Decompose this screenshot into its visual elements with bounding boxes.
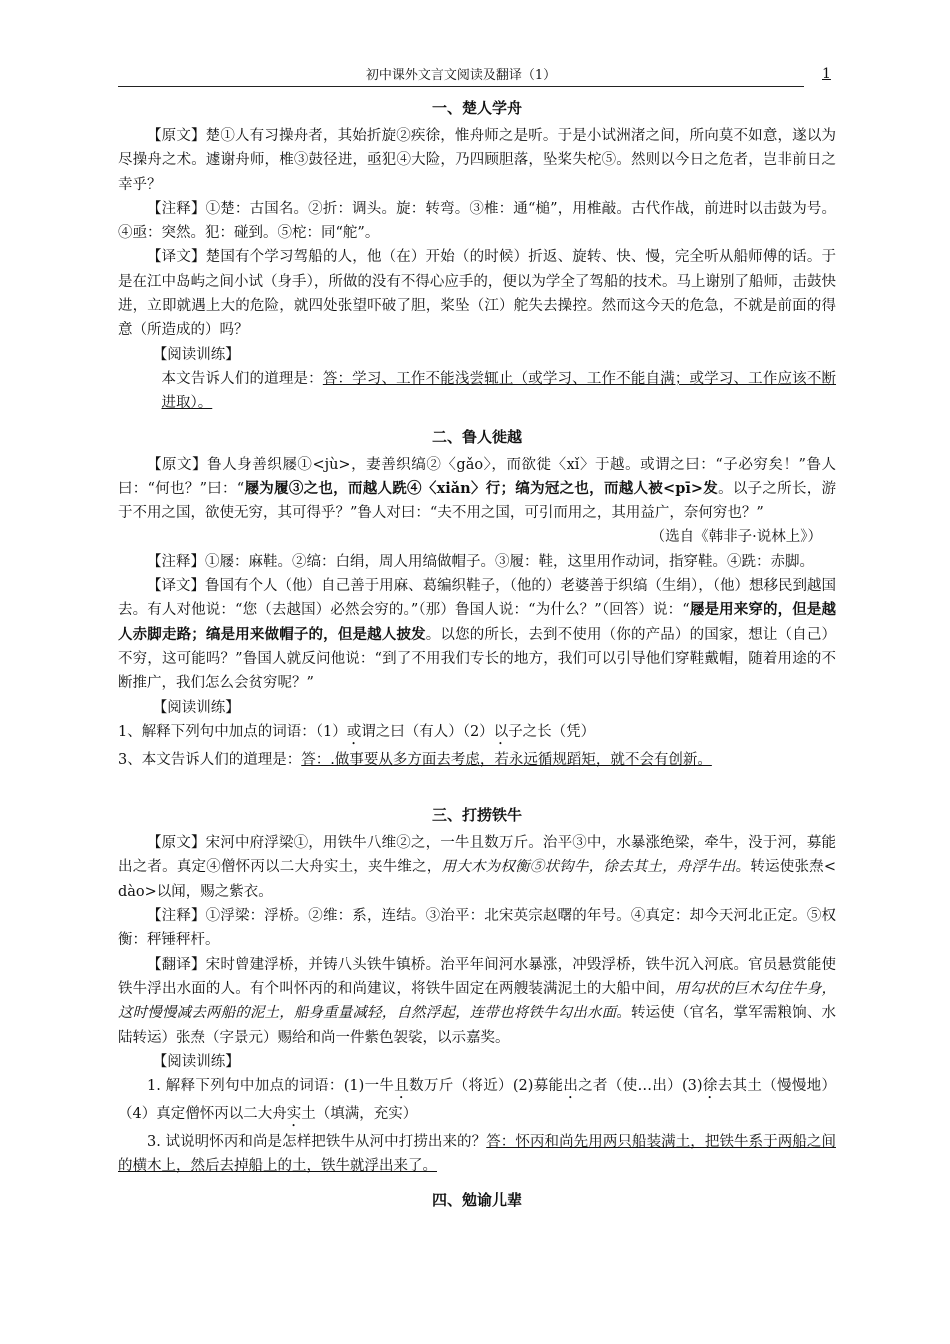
page-number: 1 [822, 66, 831, 82]
text-run: 。以子之所长，游于不用之国，欲使无穷，其可得乎？”鲁人对曰：“夫不用之国，可引而用之，其用益广，奈何穷也？” [118, 480, 836, 522]
text-run: 1、解释下列句中加点的词语：（1） [118, 723, 347, 740]
question-prefix: 3、本文告诉人们的道理是： [118, 751, 302, 768]
training-label: 【阅读训练】 [152, 346, 240, 363]
header-title: 初中课外文言文阅读及翻译（1） [365, 68, 557, 83]
question [118, 1074, 836, 1130]
text-run: 土（填满，充实） [301, 1106, 418, 1123]
page-header [118, 60, 804, 87]
text-run: 1. 解释下列句中加点的词语：(1)一牛 [147, 1078, 395, 1095]
question-prefix: 本文告诉人们的道理是： [161, 370, 323, 387]
text-run: 子之长（凭） [508, 723, 596, 740]
section-title: 四、勉谕儿辈 [431, 1190, 522, 1209]
question-prefix: 3. 试说明怀丙和尚是怎样把铁牛从河中打捞出来的？ [147, 1134, 487, 1151]
text-run: 。转运使（官名，掌军需粮饷、水陆转运）张焘（字景元）赐给和尚一件紫色袈裟，以示嘉奖。 [118, 1005, 836, 1046]
text-run: 。以您的所长，去到不使用（你的产品）的国家，想让（自己）不穷，这可能吗？”鲁国人就反问他说：“到了不用我们专长的地方，我们可以引导他们穿鞋戴帽，随着用途的不断推广，我们怎么会贫穷呢？” [118, 626, 836, 692]
original-text [118, 831, 836, 904]
bold-text: 屦是用来穿的，但是越人赤脚走路；缟是用来做帽子的，但是越人披发 [118, 601, 837, 643]
document-page [118, 60, 836, 1216]
section-title: 二、鲁人徙越 [431, 427, 522, 446]
dotted-word: 且 [394, 1078, 410, 1095]
original-text [118, 453, 836, 526]
translation-text: 【译文】楚国有个学习驾船的人，他（在）开始（的时候）折返、旋转、快、慢，完全听从船师傅的话。于是在江中岛屿之间小试（身手），所做的没有不得心应手的，便以为学全了驾船的技术。马上谢别了船师，击鼓快进，立即就遇上大的危险，就四处张望吓破了胆，桨坠（江）舵失去操控。然而这今天的危急，不就是前面的得意（所造成的）吗？ [118, 249, 836, 339]
text-run: 谓之曰（有人）（2） [361, 723, 494, 740]
dotted-word: 徐 [702, 1078, 718, 1095]
question [118, 720, 836, 748]
question [118, 748, 836, 772]
notes-text: 【注释】①屦：麻鞋。②缟：白绢，周人用缟做帽子。③履：鞋，这里用作动词，指穿鞋。④跣：赤脚。 [147, 553, 814, 570]
training-label: 【阅读训练】 [152, 699, 240, 716]
text-run: 【原文】鲁人身善织屦①<jù>，妻善织缟②〈gǎo〉，而欲徙〈xǐ〉于越。或谓之曰：“子必穷矣！”鲁人曰：“何也？”曰：“ [118, 456, 836, 497]
bold-text: 屦为履③之也，而越人跣④〈xiǎn〉行；缟为冠之也，而越人被<pī>发 [244, 479, 719, 497]
answer-text: 答：怀丙和尚先用两只船装满土，把铁牛系于两船之间的横木上，然后去掉船上的土，铁牛就浮出来了。 [118, 1134, 836, 1175]
italic-text: 用大木为权衡⑤状钩牛，徐去其土，舟浮牛出 [441, 859, 736, 876]
question [118, 1130, 836, 1179]
italic-text: 用勾状的巨木勾住牛身，这时慢慢减去两船的泥土，船身重量减轻，自然浮起，连带也将铁牛勾出水面 [118, 980, 836, 1022]
notes-text: 【注释】①楚：古国名。②折：调头。旋：转弯。③椎：通“槌”，用椎敲。古代作战，前进时以击鼓为号。④亟：突然。犯：碰到。⑤柁：同“舵”。 [118, 200, 836, 242]
text-run: 【翻译】宋时曾建浮桥，并铸八头铁牛镇桥。治平年间河水暴涨，冲毁浮桥，铁牛沉入河底。官员悬赏能使铁牛浮出水面的人。有个叫怀丙的和尚建议，将铁牛固定在两艘装满泥土的大船中间， [118, 956, 836, 997]
dotted-word: 实 [286, 1106, 302, 1123]
translation-text [118, 953, 836, 1050]
text-run: 【原文】宋河中府浮梁①，用铁牛八维②之，一牛且数万斤。治平③中，水暴涨绝梁，牵牛，没于河，募能出之者。真定④僧怀丙以二大舟实土，夹牛维之， [118, 835, 836, 876]
dotted-word: 出 [563, 1078, 579, 1095]
notes-text: 【注释】①浮梁：浮桥。②维：系，连结。③治平：北宋英宗赵曙的年号。④真定：却今天河北正定。⑤权衡：秤锤秤杆。 [118, 908, 836, 949]
text-run: 之者（使…出）(3) [578, 1078, 703, 1095]
original-text: 【原文】楚①人有习操舟者，其始折旋②疾徐，惟舟师之是听。于是小试洲渚之间，所向莫不如意，遂以为尽操舟之术。遽谢舟师，椎③鼓径进，亟犯④大险，乃四顾胆落，坠桨失柁⑤。然则以今日之危者，岂非前日之幸乎？ [118, 128, 836, 193]
translation-text [118, 574, 836, 695]
section-title: 三、打捞铁牛 [431, 806, 522, 825]
answer-text: 答：学习、工作不能浅尝辄止（或学习、工作不能自满；或学习、工作应该不断进取）。 [161, 370, 837, 412]
text-run: 【译文】鲁国有个人（他）自己善于用麻、葛编织鞋子，（他的）老婆善于织缟（生绢），（他）想移民到越国去。有人对他说：“您（去越国）必然会穷的。”（那）鲁国人说：“为什么？”（回答）说：“ [118, 578, 836, 619]
text-run: 数万斤（将近）(2)募能 [409, 1078, 564, 1095]
section-title: 一、楚人学舟 [431, 99, 522, 117]
source-citation: （选自《韩非子·说林上》） [650, 529, 822, 546]
training-label: 【阅读训练】 [152, 1053, 240, 1070]
answer-text: 答：.做事要从多方面去考虑，若永远循规蹈矩，就不会有创新。 [301, 751, 712, 768]
question [118, 367, 836, 416]
text-run: 。转运使张焘< dào>以闻，赐之紫衣。 [118, 859, 837, 900]
dotted-word: 或 [346, 723, 362, 740]
dotted-word: 以 [493, 723, 509, 740]
text-run: 去其土（慢慢地）（4）真定僧怀丙以二大舟 [118, 1078, 837, 1123]
